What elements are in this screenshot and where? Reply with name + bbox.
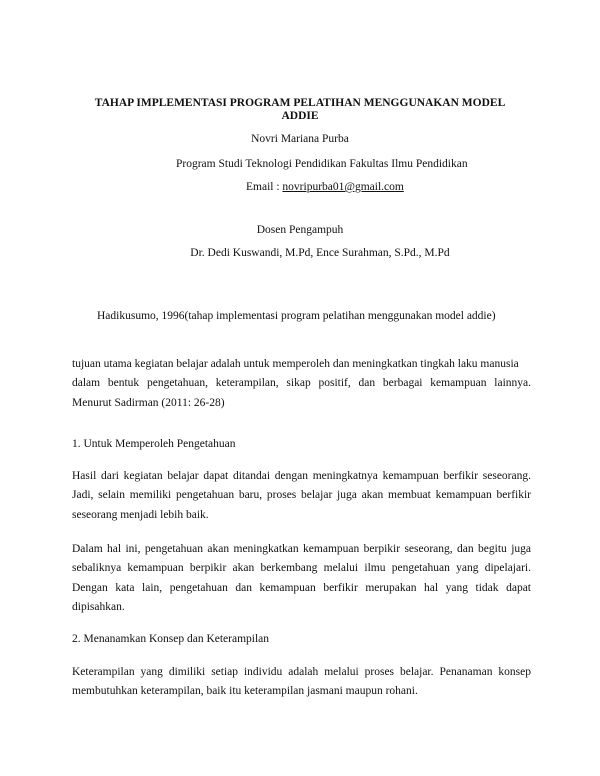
section-1-paragraph-1 xyxy=(72,467,531,525)
supervisor-names: Dr. Dedi Kuswandi, M.Pd, Ence Surahman, S.Pd., M.Pd xyxy=(190,247,450,259)
intro-paragraph xyxy=(72,355,531,413)
paragraph-line: Keterampilan yang dimiliki setiap individu adalah melalui proses belajar. Penanaman konsep xyxy=(72,666,531,678)
intro-line: Menurut Sadirman (2011: 26-28) xyxy=(72,396,225,409)
document-title-line-1: TAHAP IMPLEMENTASI PROGRAM PELATIHAN MENGGUNAKAN MODEL xyxy=(94,97,506,109)
author-email xyxy=(246,180,404,194)
paragraph-line: Jadi, selain memiliki pengetahuan baru, proses belajar juga akan membuat kemampuan berfikir xyxy=(72,489,531,502)
author-affiliation: Program Studi Teknologi Pendidikan Fakultas Ilmu Pendidikan xyxy=(176,158,468,170)
supervisor-heading: Dosen Pengampuh xyxy=(256,224,344,236)
paragraph-line: seseorang menjadi lebih baik. xyxy=(72,508,209,521)
paragraph-line: Dengan kata lain, pengetahuan dan kemampuan berfikir merupakan hal yang tidak dapat xyxy=(72,581,531,594)
email-link[interactable]: novripurba01@gmail.com xyxy=(282,181,404,193)
author-name: Novri Mariana Purba xyxy=(251,133,349,145)
section-1-paragraph-2 xyxy=(72,540,531,617)
paragraph-line: Dalam hal ini, pengetahuan akan meningkatkan kemampuan berpikir seseorang, dan begitu juga xyxy=(72,543,531,555)
section-2-heading: 2. Menanamkan Konsep dan Keterampilan xyxy=(72,633,270,645)
section-1-heading: 1. Untuk Memperoleh Pengetahuan xyxy=(72,438,236,450)
paragraph-line: Hasil dari kegiatan belajar dapat ditandai dengan meningkatnya kemampuan berfikir seseorang. xyxy=(72,470,531,482)
intro-line: tujuan utama kegiatan belajar adalah untuk memperoleh dan meningkatkan tingkah laku manusia xyxy=(72,358,519,370)
section-2-paragraph-1 xyxy=(72,663,531,702)
paragraph-line: membutuhkan keterampilan, baik itu keterampilan jasmani maupun rohani. xyxy=(72,685,418,698)
document-title-line-2: ADDIE xyxy=(281,110,319,122)
paragraph-line: sebaliknya kemampuan berpikir akan berkembang melalui ilmu pengetahuan yang dipelajari. xyxy=(72,562,531,575)
reference-citation: Hadikusumo, 1996(tahap implementasi program pelatihan menggunakan model addie) xyxy=(97,310,496,322)
paragraph-line: dipisahkan. xyxy=(72,600,125,613)
intro-line: dalam bentuk pengetahuan, keterampilan, sikap positif, dan berbagai kemampuan lainnya. xyxy=(72,377,531,390)
email-label: Email : xyxy=(246,181,283,193)
